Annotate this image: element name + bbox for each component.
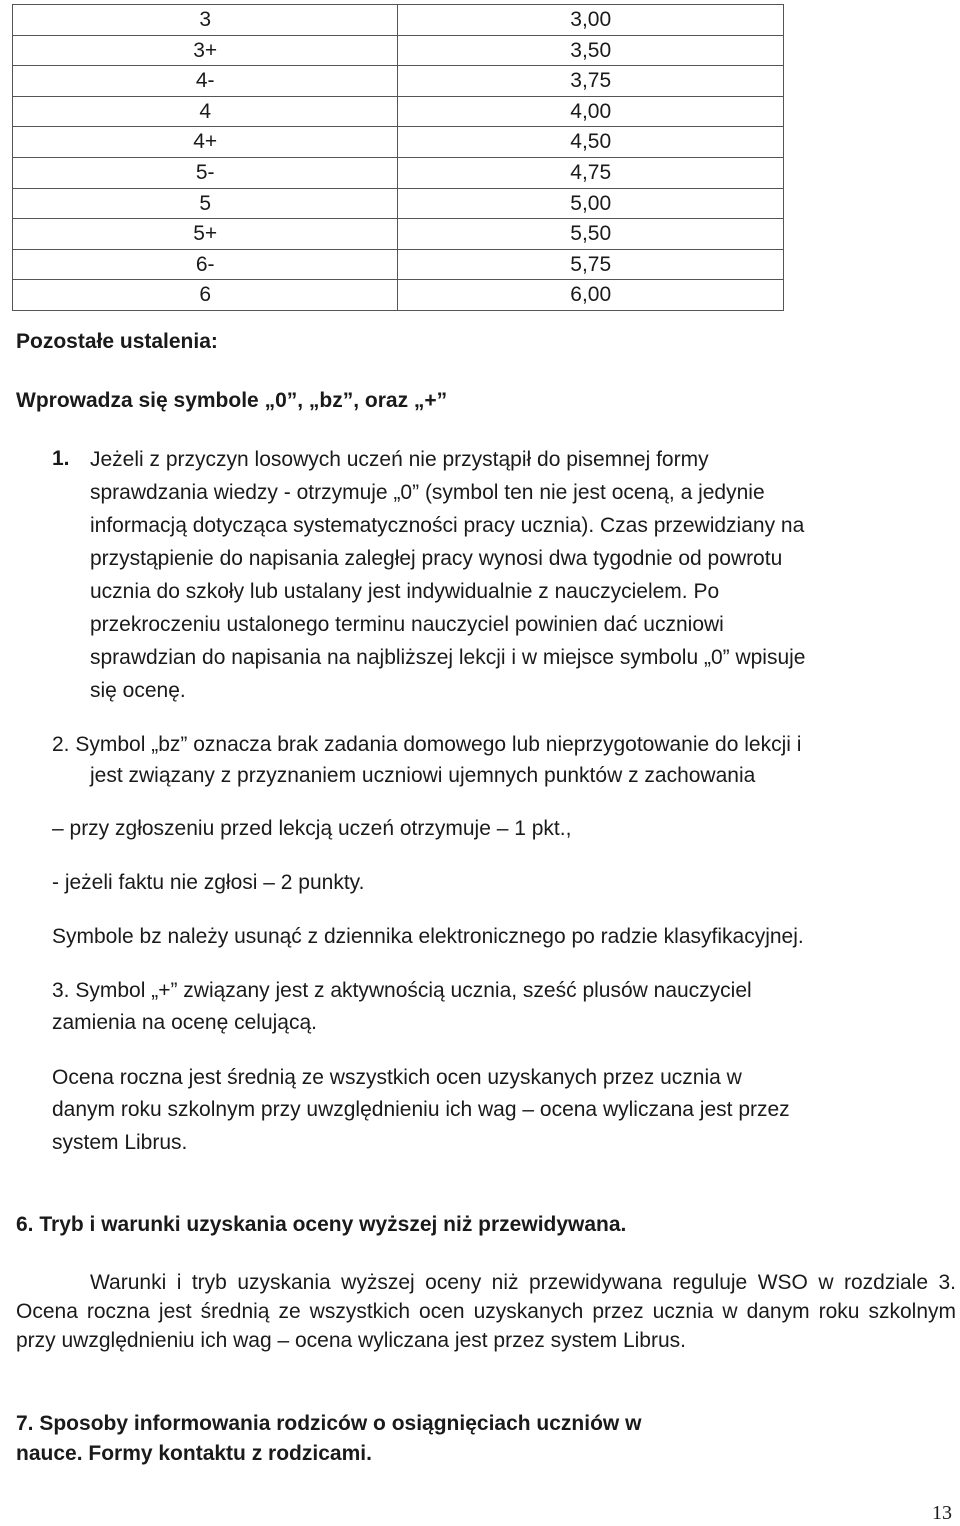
grade-value-cell: 6,00 (398, 280, 784, 311)
grade-cell: 6 (13, 280, 398, 311)
item-1-line: sprawdzian do napisania na najbliższej lekcji i w miejsce symbolu „0” wpisuje (90, 646, 806, 669)
grade-cell: 3+ (13, 35, 398, 66)
grade-value-cell: 3,00 (398, 5, 784, 36)
item-2-line-2: jest związany z przyznaniem uczniowi ujemnych punktów z zachowania (90, 764, 756, 787)
item-2-line-1: 2. Symbol „bz” oznacza brak zadania domowego lub nieprzygotowanie do lekcji i (52, 733, 802, 756)
section-7-heading-line-1: 7. Sposoby informowania rodziców o osiągnięciach uczniów w (16, 1412, 642, 1435)
item-2-line-3: – przy zgłoszeniu przed lekcją uczeń otrzymuje – 1 pkt., (52, 817, 572, 840)
section-6-text: Warunki i tryb uzyskania wyższej oceny niż przewidywana reguluje WSO w rozdziale 3. Ocena roczna jest średnią ze wszystkich ocen uzyskanych przez ucznia w danym roku szkolnym przy uwzględnieniu ich wag – ocena wyliczana jest przez system Librus. (16, 1271, 956, 1352)
annual-line-3: system Librus. (52, 1131, 188, 1154)
grade-row (13, 219, 784, 250)
page-number: 13 (932, 1502, 952, 1524)
item-2-line-5: Symbole bz należy usunąć z dziennika elektronicznego po radzie klasyfikacyjnej. (52, 925, 804, 948)
item-3-line-1: 3. Symbol „+” związany jest z aktywnością ucznia, sześć plusów nauczyciel (52, 979, 752, 1002)
grade-value-cell: 4,00 (398, 96, 784, 127)
grade-row (13, 5, 784, 36)
grade-value-cell: 4,75 (398, 157, 784, 188)
item-1-line: się ocenę. (90, 679, 186, 702)
grade-row (13, 157, 784, 188)
grade-cell: 4+ (13, 127, 398, 158)
item-1-number: 1. (52, 447, 70, 470)
symbols-intro: Wprowadza się symbole „0”, „bz”, oraz „+” (16, 389, 448, 412)
grade-cell: 6- (13, 249, 398, 280)
item-1-text (90, 443, 950, 707)
other-settings-heading: Pozostałe ustalenia: (16, 330, 218, 353)
section-6-heading: 6. Tryb i warunki uzyskania oceny wyższej niż przewidywana. (16, 1213, 627, 1236)
section-7-heading-line-2: nauce. Formy kontaktu z rodzicami. (16, 1442, 372, 1465)
item-2-line-4: - jeżeli faktu nie zgłosi – 2 punkty. (52, 871, 365, 894)
grade-row (13, 66, 784, 97)
grade-value-cell: 3,50 (398, 35, 784, 66)
item-1-line: przekroczeniu ustalonego terminu nauczyciel powinien dać uczniowi (90, 613, 724, 636)
annual-line-1: Ocena roczna jest średnią ze wszystkich ocen uzyskanych przez ucznia w (52, 1066, 742, 1089)
item-1-line: informacją dotycząca systematyczności pracy ucznia). Czas przewidziany na (90, 514, 805, 537)
grade-cell: 4- (13, 66, 398, 97)
grade-cell: 4 (13, 96, 398, 127)
grade-row (13, 280, 784, 311)
item-1-line: Jeżeli z przyczyn losowych uczeń nie przystąpił do pisemnej formy (90, 448, 709, 471)
grade-value-cell: 3,75 (398, 66, 784, 97)
grade-value-cell: 5,50 (398, 219, 784, 250)
grade-cell: 3 (13, 5, 398, 36)
item-1-line: ucznia do szkoły lub ustalany jest indywidualnie z nauczycielem. Po (90, 580, 720, 603)
annual-line-2: danym roku szkolnym przy uwzględnieniu ich wag – ocena wyliczana jest przez (52, 1098, 790, 1121)
grade-value-cell: 5,00 (398, 188, 784, 219)
grade-row (13, 249, 784, 280)
grade-value-cell: 5,75 (398, 249, 784, 280)
grade-row (13, 96, 784, 127)
grade-conversion-table (12, 4, 784, 311)
item-1-line: przystąpienie do napisania zaległej pracy wynosi dwa tygodnie od powrotu (90, 547, 783, 570)
item-1-line: sprawdzania wiedzy - otrzymuje „0” (symbol ten nie jest oceną, a jedynie (90, 481, 765, 504)
grade-cell: 5 (13, 188, 398, 219)
grade-row (13, 35, 784, 66)
item-3-line-2: zamienia na ocenę celującą. (52, 1011, 318, 1034)
grade-cell: 5- (13, 157, 398, 188)
grade-cell: 5+ (13, 219, 398, 250)
grade-value-cell: 4,50 (398, 127, 784, 158)
grade-row (13, 188, 784, 219)
grade-row (13, 127, 784, 158)
